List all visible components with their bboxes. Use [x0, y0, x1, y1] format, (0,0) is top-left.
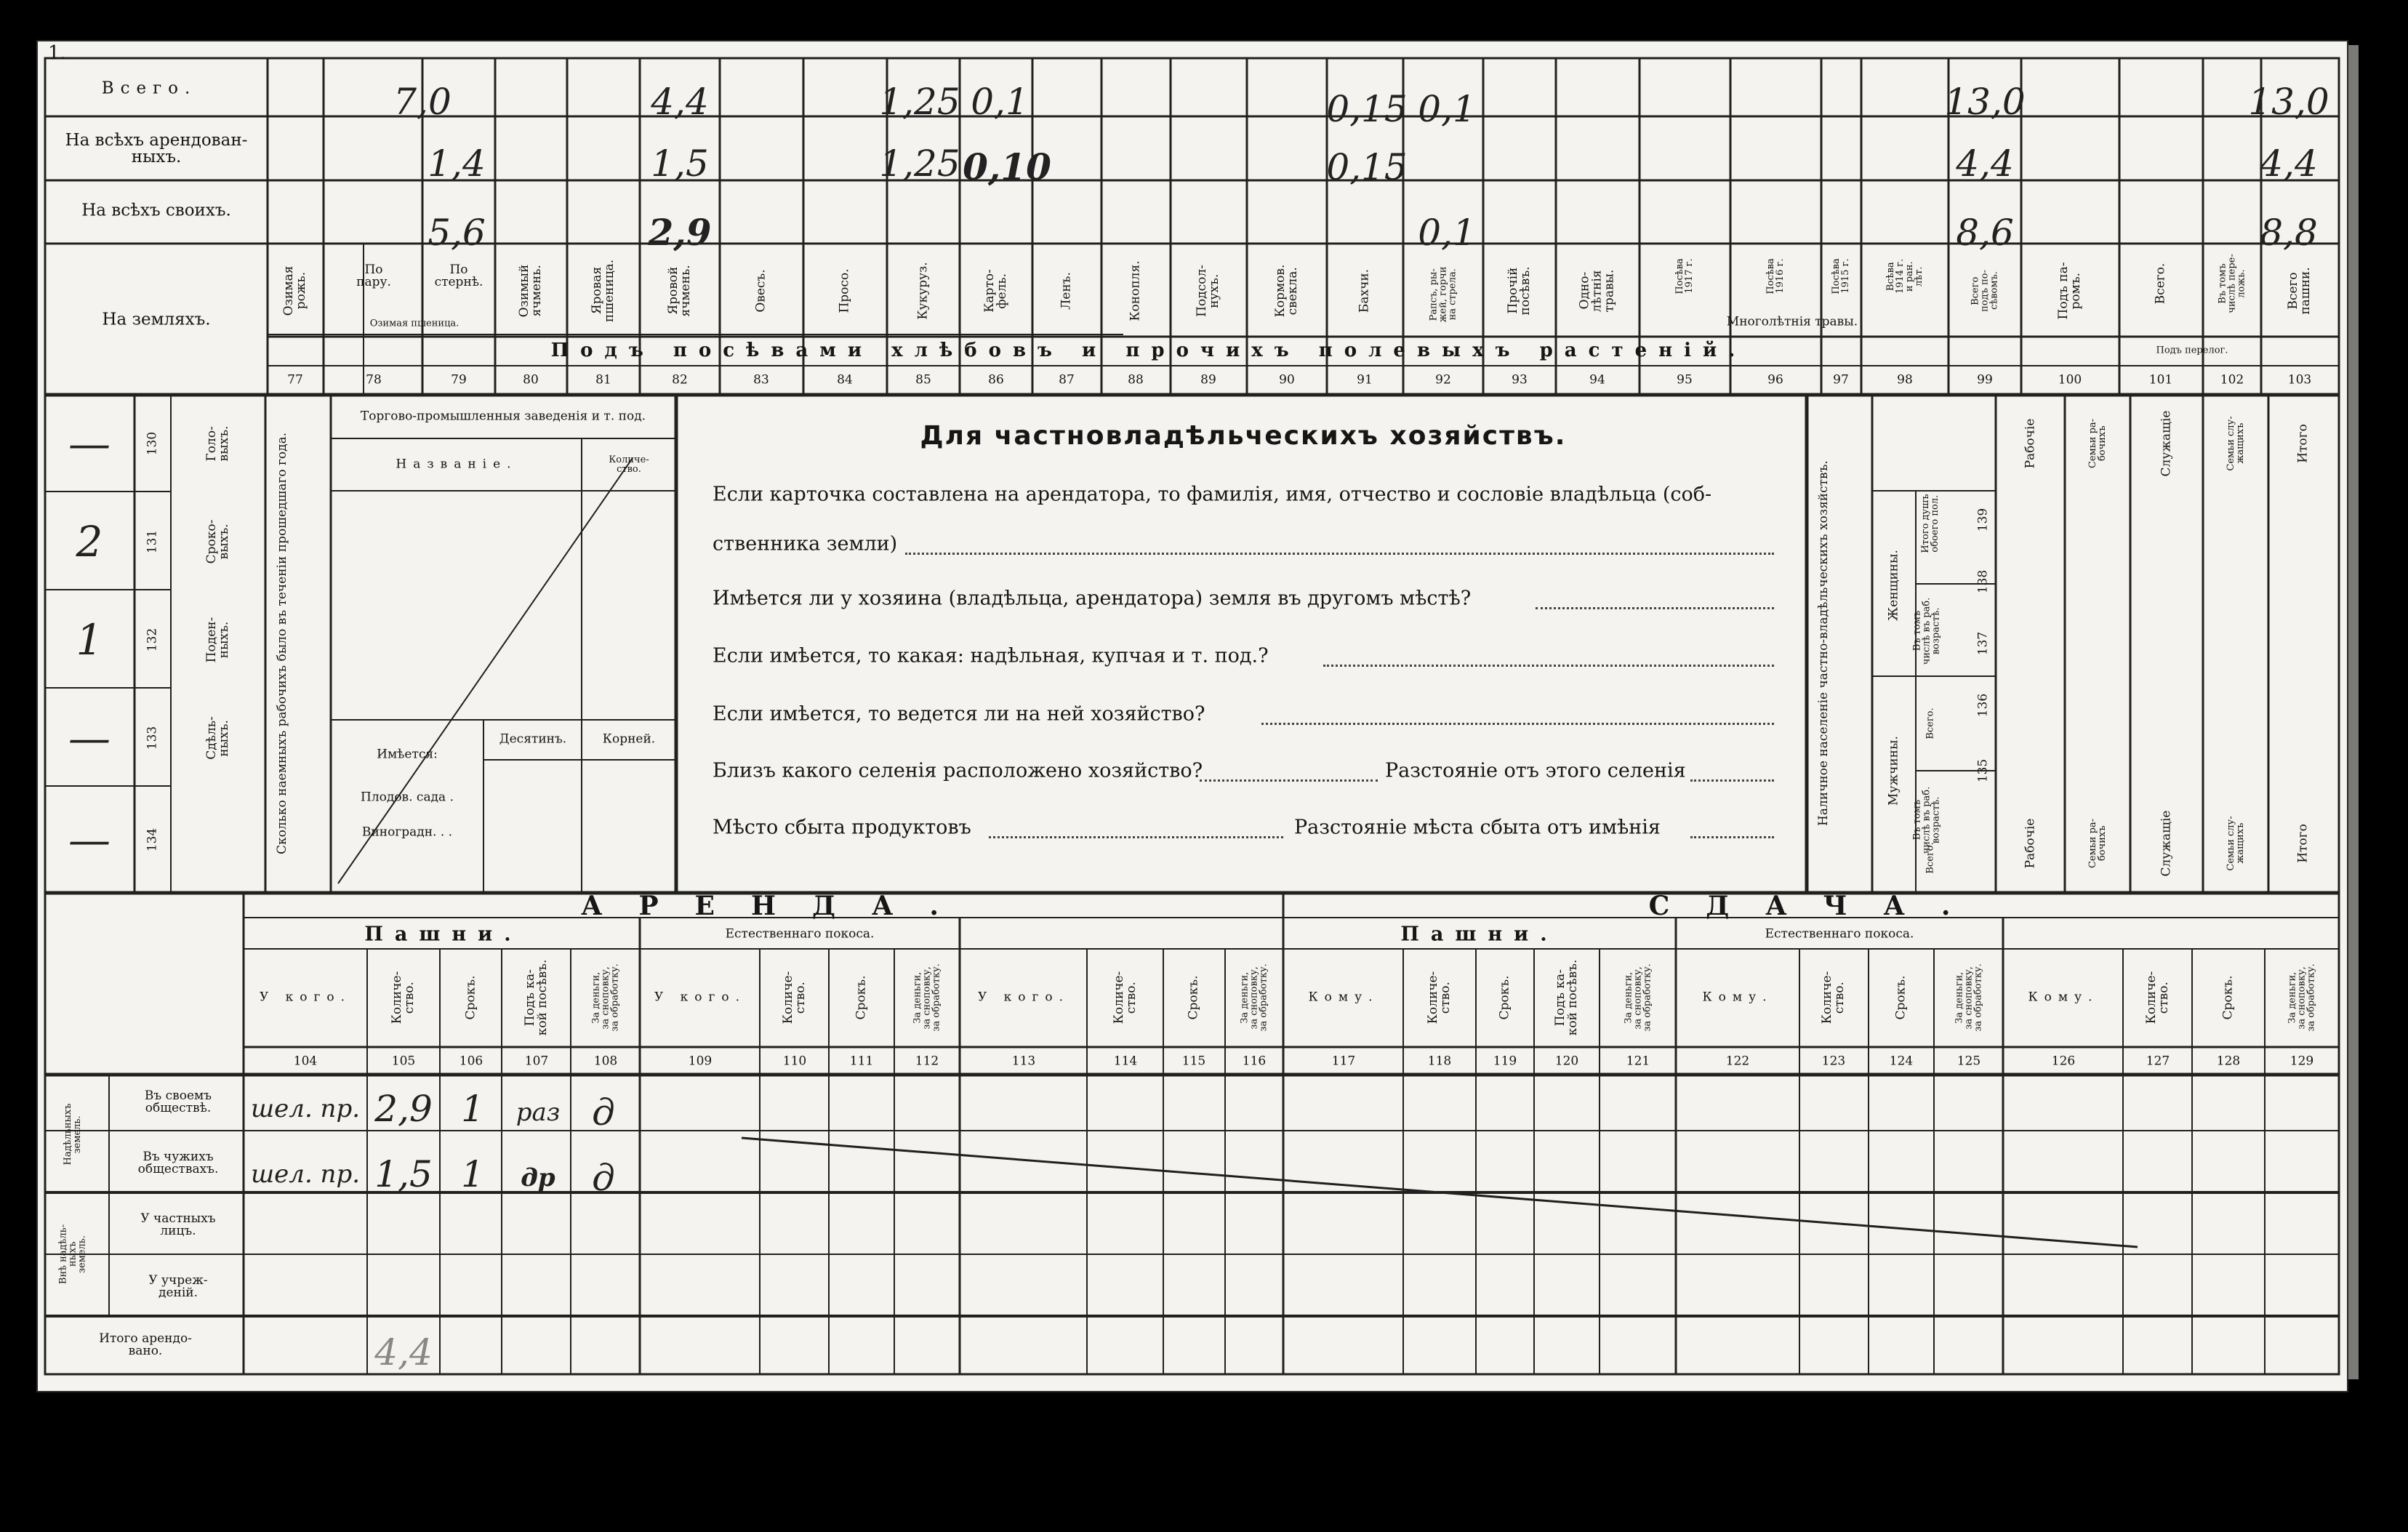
hw-rented-99: 4,4 — [1956, 143, 2014, 185]
lease-header-5-qty: Количе- ство. — [2144, 971, 2171, 1024]
row-label-own: На всѣхъ своихъ. — [81, 201, 231, 220]
lease-col-number: 116 — [1242, 1054, 1267, 1069]
row-total-rented: Итого арендо- вано. — [99, 1331, 192, 1358]
lease-header-2-term: Срокъ. — [1186, 975, 1201, 1020]
arenda-arable: Пашни. — [364, 923, 523, 946]
hw-r1-who: шел. пр. — [250, 1094, 361, 1123]
workers-bottom: Рабочіе — [2023, 818, 2038, 869]
hw-130: — — [68, 419, 111, 468]
population-side: Наличное населеніе частно-владѣльческихъ хозяйствъ. — [1816, 460, 1831, 827]
lease-col-number: 111 — [849, 1054, 874, 1069]
q6b: Разстояніе мѣста сбыта отъ имѣнія — [1294, 816, 1661, 839]
hw-own-82: 2,9 — [648, 211, 712, 254]
col-flax: Ленъ. — [1059, 272, 1074, 310]
hw-131: 2 — [76, 517, 103, 566]
label-term: Сроко- выхъ. — [204, 519, 231, 564]
hw-total-86: 0,1 — [971, 81, 1029, 123]
col-fallow: По пару. — [356, 262, 391, 289]
num-138: 138 — [1975, 569, 1991, 594]
q3: Если имѣется, то какая: надѣльная, купчая и т. под.? — [713, 644, 1269, 667]
hw-rented-82: 1,5 — [651, 143, 709, 185]
q5b-answer[interactable] — [1690, 779, 1774, 782]
lease-col-number: 128 — [2216, 1054, 2241, 1069]
servant-families-bottom: Семьи слу- жащихъ — [2226, 816, 2246, 871]
itogo-top: Итого — [2295, 424, 2311, 463]
col-arable-total: Всего пашни. — [2286, 267, 2313, 315]
q2: Имѣется ли у хозяина (владѣльца, арендатора) земля въ другомъ мѣстѣ? — [713, 587, 1472, 610]
col-number-87: 87 — [1059, 372, 1075, 388]
lease-col-number: 104 — [293, 1054, 318, 1069]
lease-header-3-to_whom: Кому. — [1308, 990, 1379, 1005]
col-number-86: 86 — [988, 372, 1004, 388]
hw-total-99: 13,0 — [1944, 81, 2026, 123]
hw-total-85: 1,25 — [879, 81, 960, 123]
lease-col-number: 106 — [459, 1054, 483, 1069]
lease-header-0-pay: За деньги, за сноповку, за обработку. — [590, 963, 621, 1032]
q5: Близъ какого селенія расположено хозяйство? — [713, 759, 1203, 782]
col-number-81: 81 — [595, 372, 611, 388]
itogo-bottom: Итого — [2295, 824, 2311, 863]
lease-header-4-term: Срокъ. — [1893, 975, 1909, 1020]
pop-men-adult: Въ томъ числѣ въ раб. возрастѣ. — [1911, 786, 1942, 854]
hw-total-103: 13,0 — [2248, 81, 2329, 123]
col-number-85: 85 — [915, 372, 931, 388]
row-other-community: Въ чужихъ обществахъ. — [137, 1150, 219, 1176]
q4: Если имѣется, то ведется ли на ней хозяйство? — [713, 702, 1205, 726]
hw-133: — — [68, 713, 111, 763]
col-number-102: 102 — [2220, 372, 2244, 388]
hw-total-92: 0,1 — [1418, 88, 1476, 130]
col-number-82: 82 — [672, 372, 688, 388]
col-sunflower: Подсол- нухъ. — [1195, 265, 1221, 317]
col-number-77: 77 — [287, 372, 303, 388]
label-vineyards: Виноградн. . . — [361, 825, 453, 840]
label-130: 130 — [145, 431, 160, 456]
hw-r2-who: шел. пр. — [250, 1160, 361, 1189]
lease-header-0-from_whom: У кого. — [259, 990, 352, 1005]
col-sown-1917: Посѣва 1917 г. — [1674, 258, 1695, 294]
col-number-94: 94 — [1589, 372, 1605, 388]
lease-col-number: 127 — [2146, 1054, 2170, 1069]
lease-col-number: 122 — [1725, 1054, 1750, 1069]
pop-women-adult: Въ томъ числѣ въ раб. возрастѣ. — [1911, 597, 1942, 665]
hw-own-103: 8,8 — [2260, 212, 2318, 254]
col-fallow-sub: Въ томъ числѣ пере- ложь. — [2217, 254, 2247, 313]
q6b-answer[interactable] — [1690, 836, 1774, 838]
col-sown-1914: Всѣва 1914 г. и ран. лѣт. — [1885, 258, 1925, 294]
hw-r1-qty: 2,9 — [374, 1088, 433, 1130]
lease-col-number: 110 — [782, 1054, 807, 1069]
label-seasonal: Сдѣль- ныхъ. — [204, 716, 231, 760]
row-label-lands: На земляхъ. — [102, 310, 211, 329]
trade-name: Названіе. — [396, 457, 518, 472]
hw-r1-pay: д — [592, 1091, 615, 1134]
lease-col-number: 109 — [688, 1054, 713, 1069]
col-number-83: 83 — [753, 372, 769, 388]
lease-col-number: 125 — [1956, 1054, 1981, 1069]
col-winter-rye: Озимая рожь. — [281, 265, 308, 316]
hw-rented-86: 0,10 — [963, 145, 1051, 188]
col-sown-1915: Посѣва 1915 г. — [1831, 258, 1851, 294]
lease-header-4-to_whom: Кому. — [1702, 990, 1773, 1005]
col-number-93: 93 — [1512, 372, 1528, 388]
label-daily: Поден- ныхъ. — [204, 617, 231, 663]
col-number-99: 99 — [1977, 372, 1993, 388]
lease-header-3-qty: Количе- ство. — [1426, 971, 1453, 1024]
col-number-90: 90 — [1279, 372, 1295, 388]
col-maize: Кукуруз. — [915, 262, 931, 320]
col-winter-barley: Озимый ячмень. — [517, 264, 544, 318]
col-spring-wheat: Яровая пшеница. — [590, 259, 617, 323]
lease-header-2-from_whom: У кого. — [977, 990, 1070, 1005]
page-mark: 1. — [48, 42, 66, 64]
row-own-community: Въ своемъ обществѣ. — [144, 1088, 212, 1115]
lease-header-5-pay: За деньги, за сноповку, за обработку. — [2287, 963, 2317, 1032]
lease-col-number: 113 — [1011, 1054, 1036, 1069]
lease-col-number: 117 — [1331, 1054, 1356, 1069]
hw-134: — — [68, 815, 111, 865]
sdacha-arable: Пашни. — [1400, 923, 1559, 946]
pop-total-souls: Итого душъ обоего пол. — [1920, 494, 1941, 553]
pop-women-total: Всего. — [1925, 707, 1936, 739]
col-perennial: Многолѣтнія травы. — [1726, 314, 1858, 329]
lease-col-number: 119 — [1493, 1054, 1517, 1069]
num-136: 136 — [1975, 693, 1991, 718]
col-spring-barley: Яровой ячмень. — [666, 265, 693, 317]
hw-total-91: 0,15 — [1326, 88, 1408, 130]
hw-r2-term: 1 — [461, 1153, 484, 1195]
lease-col-number: 121 — [1626, 1054, 1650, 1069]
lease-header-0-term: Срокъ. — [463, 975, 478, 1020]
lease-header-1-pay: За деньги, за сноповку, за обработку. — [912, 963, 942, 1032]
hw-own-92: 0,1 — [1418, 212, 1476, 254]
pop-men-total: Всего. — [1925, 842, 1936, 874]
q6: Мѣсто сбыта продуктовъ — [713, 816, 971, 839]
lease-header-4-pay: За деньги, за сноповку, за обработку. — [1954, 963, 1984, 1032]
hw-own-99: 8,6 — [1956, 212, 2014, 254]
q5-answer[interactable] — [1200, 779, 1378, 782]
lease-col-number: 124 — [1889, 1054, 1914, 1069]
hw-rented-78: 1,4 — [428, 143, 486, 185]
lease-header-1-from_whom: У кого. — [654, 990, 747, 1005]
lease-header-1-term: Срокъ. — [854, 975, 869, 1020]
lease-header-2-qty: Количе- ство. — [1112, 971, 1139, 1024]
label-134: 134 — [145, 827, 160, 852]
lease-col-number: 112 — [915, 1054, 939, 1069]
label-132: 132 — [145, 627, 160, 652]
row-label-total: Всего. — [101, 79, 197, 98]
lease-header-0-qty: Количе- ство. — [390, 971, 417, 1024]
col-winter-wheat: Озимая пшеница. — [369, 318, 459, 329]
col-fallow-ground: Подъ па- ромъ. — [2056, 262, 2083, 320]
col-annual-grass: Одно- лѣтнія травы. — [1577, 269, 1617, 313]
label-gardens: Плодов. сада . — [360, 790, 454, 805]
lease-col-number: 105 — [391, 1054, 416, 1069]
col-sown-1916: Посѣва 1916 г. — [1765, 258, 1786, 294]
q4-answer[interactable] — [1261, 723, 1774, 725]
lease-header-5-term: Срокъ. — [2220, 975, 2236, 1020]
arenda-meadow: Естественнаго покоса. — [725, 926, 875, 942]
arenda-title: АРЕНДА. — [581, 891, 975, 921]
hw-total-82: 4,4 — [651, 81, 709, 123]
hw-rented-103: 4,4 — [2260, 143, 2318, 185]
hw-rented-85: 1,25 — [879, 143, 960, 185]
label-has: Имѣется: — [377, 747, 438, 762]
col-under-fallow: Подъ перелог. — [2156, 345, 2228, 356]
hw-total-rented: 4,4 — [374, 1331, 433, 1373]
col-potato: Карто- фель. — [982, 269, 1009, 313]
col-number-98: 98 — [1897, 372, 1913, 388]
col-number-88: 88 — [1128, 372, 1144, 388]
sdacha-meadow: Естественнаго покоса. — [1765, 926, 1914, 942]
hw-own-78: 5,6 — [428, 212, 486, 254]
hw-r1-crop: раз — [515, 1098, 561, 1127]
q3-answer[interactable] — [1323, 665, 1774, 667]
lease-col-number: 129 — [2289, 1054, 2314, 1069]
q1-answer[interactable] — [905, 553, 1774, 555]
label-roots: Корней. — [602, 731, 656, 747]
col-number-92: 92 — [1435, 372, 1451, 388]
col-number-95: 95 — [1677, 372, 1693, 388]
col-number-103: 103 — [2287, 372, 2312, 388]
col-number-78: 78 — [366, 372, 382, 388]
lease-col-number: 114 — [1113, 1054, 1138, 1069]
col-stubble: По стернѣ. — [434, 262, 483, 289]
hw-rented-91: 0,15 — [1326, 146, 1408, 188]
col-number-89: 89 — [1200, 372, 1216, 388]
label-131: 131 — [145, 529, 160, 554]
col-other: Прочій посѣвъ. — [1506, 266, 1533, 316]
lease-header-3-crop: Подъ ка- кой посѣвъ. — [1553, 959, 1580, 1036]
q1a: Если карточка составлена на арендатора, то фамилія, имя, отчество и сословіе владѣльца (соб- — [713, 483, 1712, 506]
lease-col-number: 126 — [2051, 1054, 2076, 1069]
lease-col-number: 115 — [1181, 1054, 1206, 1069]
lease-header-4-qty: Количе- ство. — [1820, 971, 1847, 1024]
col-total-sown: Всего подъ по- сѣвомъ. — [1970, 270, 2000, 312]
sdacha-title: СДАЧА. — [1648, 891, 1987, 921]
hw-r2-pay: д — [592, 1157, 615, 1199]
lease-header-1-qty: Количе- ство. — [781, 971, 808, 1024]
col-rapeseed: Рапсъ, ры- жей, горчи на стрела. — [1428, 266, 1458, 323]
q6-answer[interactable] — [989, 836, 1283, 838]
lease-col-number: 123 — [1821, 1054, 1846, 1069]
lease-header-0-crop: Подъ ка- кой посѣвъ. — [523, 959, 550, 1036]
num-135: 135 — [1975, 758, 1991, 783]
label-133: 133 — [145, 726, 160, 750]
trade-title: Торгово-промышленныя заведенія и т. под. — [360, 409, 646, 424]
lease-header-5-to_whom: Кому. — [2028, 990, 2099, 1005]
workers-top: Рабочіе — [2023, 418, 2038, 469]
col-oats: Овесъ. — [753, 269, 768, 313]
col-number-101: 101 — [2148, 372, 2173, 388]
lease-col-number: 108 — [593, 1054, 618, 1069]
row-private-persons: У частныхъ лицъ. — [140, 1211, 216, 1238]
non-allot-label: Внѣ надѣль- ныхъ земель. — [57, 1224, 88, 1285]
col-number-79: 79 — [451, 372, 467, 388]
q2-answer[interactable] — [1536, 607, 1774, 609]
hw-r2-qty: 1,5 — [374, 1153, 433, 1195]
lease-header-3-pay: За деньги, за сноповку, за обработку. — [1623, 963, 1653, 1032]
servants-bottom: Служащіе — [2159, 810, 2174, 877]
col-number-80: 80 — [523, 372, 539, 388]
col-fodder-beet: Кормов. свекла. — [1273, 264, 1300, 318]
label-dessiatin: Десятинъ. — [499, 731, 567, 747]
lease-header-2-pay: За деньги, за сноповку, за обработку. — [1239, 963, 1269, 1032]
lease-col-number: 120 — [1554, 1054, 1579, 1069]
pop-women: Женщины. — [1886, 550, 1901, 621]
worker-families-bottom: Семьи ра- бочихъ — [2087, 818, 2108, 869]
col-hemp: Конопля. — [1128, 260, 1143, 321]
q1b: ственника земли) — [713, 532, 898, 556]
row-institutions: У учреж- деній. — [148, 1273, 208, 1300]
hw-total-78: 7,0 — [393, 81, 452, 123]
private-title: Для частновладѣльческихъ хозяйствъ. — [920, 421, 1567, 451]
pop-men: Мужчины. — [1886, 736, 1901, 806]
row-label-rented: На всѣхъ арендован- ныхъ. — [65, 131, 248, 167]
lease-col-number: 107 — [524, 1054, 549, 1069]
col-number-91: 91 — [1357, 372, 1373, 388]
col-melons: Бахчи. — [1357, 268, 1372, 313]
hired-question: Сколько наемныхъ рабочихъ было въ теченіи прошедшаго года. — [275, 432, 289, 855]
col-number-97: 97 — [1833, 372, 1849, 388]
col-number-84: 84 — [837, 372, 853, 388]
q5b: Разстояніе отъ этого селенія — [1385, 759, 1686, 782]
trade-qty: Количе- ство. — [609, 454, 649, 475]
col-number-96: 96 — [1767, 372, 1783, 388]
lease-header-3-term: Срокъ. — [1497, 975, 1512, 1020]
num-139: 139 — [1975, 508, 1991, 532]
crop-band-title: Подъ посѣвами хлѣбовъ и прочихъ полевыхъ растеній. — [550, 340, 1747, 361]
lease-col-number: 118 — [1427, 1054, 1452, 1069]
hw-r2-crop: др — [521, 1163, 555, 1192]
hw-132: 1 — [76, 615, 103, 665]
col-number-100: 100 — [2058, 372, 2082, 388]
servant-families-top: Семьи слу- жащихъ — [2226, 416, 2246, 471]
num-137: 137 — [1975, 631, 1991, 656]
worker-families-top: Семьи ра- бочихъ — [2087, 418, 2108, 469]
servants-top: Служащіе — [2159, 410, 2174, 477]
allot-label: Надѣльныхъ земель. — [63, 1103, 83, 1166]
label-head: Голо- выхъ. — [204, 425, 231, 462]
hw-r1-term: 1 — [461, 1088, 484, 1130]
col-total-fallow: Всего. — [2153, 262, 2168, 305]
col-millet: Просо. — [837, 268, 852, 313]
